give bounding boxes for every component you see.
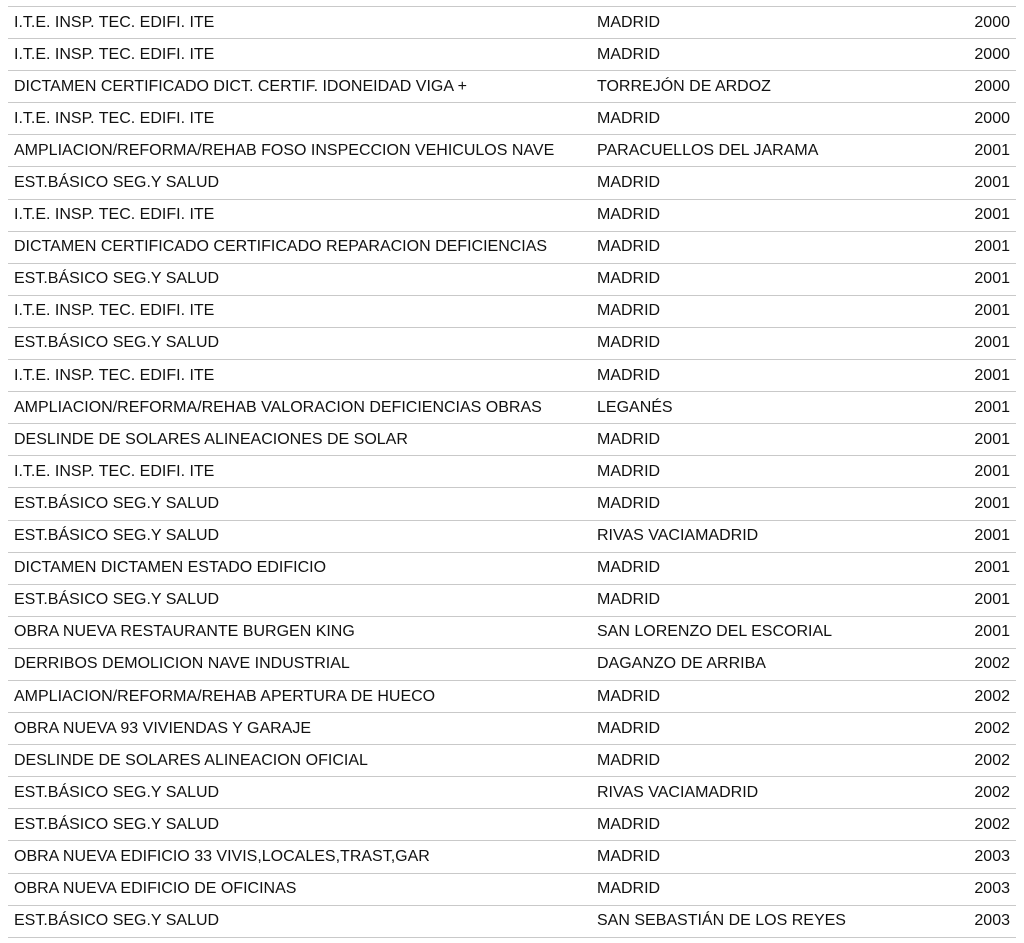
project-description-cell: EST.BÁSICO SEG.Y SALUD <box>8 777 591 809</box>
table-row <box>8 392 1016 424</box>
table-row <box>8 295 1016 327</box>
project-year-cell: 2001 <box>921 552 1016 584</box>
project-description-cell: AMPLIACION/REFORMA/REHAB FOSO INSPECCION VEHICULOS NAVE <box>8 135 591 167</box>
project-year-cell: 2000 <box>921 7 1016 39</box>
project-description-cell: OBRA NUEVA RESTAURANTE BURGEN KING <box>8 616 591 648</box>
project-city-cell: MADRID <box>591 231 921 263</box>
project-city-cell: MADRID <box>591 199 921 231</box>
project-city-cell: MADRID <box>591 103 921 135</box>
project-year-cell: 2002 <box>921 713 1016 745</box>
project-description-cell: I.T.E. INSP. TEC. EDIFI. ITE <box>8 199 591 231</box>
project-year-cell: 2001 <box>921 488 1016 520</box>
table-row <box>8 616 1016 648</box>
projects-table <box>8 6 1016 938</box>
project-city-cell: MADRID <box>591 456 921 488</box>
project-city-cell: MADRID <box>591 552 921 584</box>
table-row <box>8 135 1016 167</box>
project-city-cell: SAN LORENZO DEL ESCORIAL <box>591 616 921 648</box>
project-city-cell: MADRID <box>591 841 921 873</box>
table-row <box>8 424 1016 456</box>
project-description-cell: EST.BÁSICO SEG.Y SALUD <box>8 905 591 937</box>
project-description-cell: I.T.E. INSP. TEC. EDIFI. ITE <box>8 103 591 135</box>
project-year-cell: 2001 <box>921 424 1016 456</box>
table-row <box>8 841 1016 873</box>
project-year-cell: 2001 <box>921 135 1016 167</box>
table-row <box>8 39 1016 71</box>
project-city-cell: MADRID <box>591 745 921 777</box>
project-year-cell: 2003 <box>921 905 1016 937</box>
project-year-cell: 2000 <box>921 71 1016 103</box>
table-row <box>8 167 1016 199</box>
table-row <box>8 263 1016 295</box>
project-city-cell: MADRID <box>591 424 921 456</box>
project-description-cell: OBRA NUEVA EDIFICIO 33 VIVIS,LOCALES,TRAST,GAR <box>8 841 591 873</box>
projects-table-container <box>8 6 1016 938</box>
project-year-cell: 2001 <box>921 231 1016 263</box>
project-description-cell: OBRA NUEVA 93 VIVIENDAS Y GARAJE <box>8 713 591 745</box>
project-year-cell: 2001 <box>921 327 1016 359</box>
project-year-cell: 2001 <box>921 456 1016 488</box>
project-year-cell: 2000 <box>921 103 1016 135</box>
table-row <box>8 103 1016 135</box>
project-year-cell: 2003 <box>921 841 1016 873</box>
table-row <box>8 7 1016 39</box>
project-year-cell: 2002 <box>921 809 1016 841</box>
project-year-cell: 2002 <box>921 777 1016 809</box>
table-row <box>8 488 1016 520</box>
table-row <box>8 777 1016 809</box>
project-city-cell: MADRID <box>591 39 921 71</box>
project-description-cell: DERRIBOS DEMOLICION NAVE INDUSTRIAL <box>8 648 591 680</box>
table-row <box>8 873 1016 905</box>
project-description-cell: I.T.E. INSP. TEC. EDIFI. ITE <box>8 360 591 392</box>
project-city-cell: MADRID <box>591 584 921 616</box>
table-row <box>8 648 1016 680</box>
project-year-cell: 2001 <box>921 520 1016 552</box>
project-city-cell: MADRID <box>591 713 921 745</box>
project-year-cell: 2001 <box>921 167 1016 199</box>
project-description-cell: EST.BÁSICO SEG.Y SALUD <box>8 584 591 616</box>
project-year-cell: 2001 <box>921 392 1016 424</box>
project-year-cell: 2000 <box>921 39 1016 71</box>
project-year-cell: 2001 <box>921 616 1016 648</box>
project-year-cell: 2002 <box>921 745 1016 777</box>
project-description-cell: I.T.E. INSP. TEC. EDIFI. ITE <box>8 456 591 488</box>
project-city-cell: MADRID <box>591 488 921 520</box>
projects-table-body <box>8 7 1016 938</box>
project-description-cell: AMPLIACION/REFORMA/REHAB APERTURA DE HUECO <box>8 680 591 712</box>
project-city-cell: MADRID <box>591 680 921 712</box>
table-row <box>8 520 1016 552</box>
project-city-cell: TORREJÓN DE ARDOZ <box>591 71 921 103</box>
project-description-cell: I.T.E. INSP. TEC. EDIFI. ITE <box>8 295 591 327</box>
project-description-cell: DESLINDE DE SOLARES ALINEACIONES DE SOLAR <box>8 424 591 456</box>
project-year-cell: 2001 <box>921 199 1016 231</box>
table-row <box>8 456 1016 488</box>
project-description-cell: OBRA NUEVA EDIFICIO DE OFICINAS <box>8 873 591 905</box>
table-row <box>8 327 1016 359</box>
project-description-cell: EST.BÁSICO SEG.Y SALUD <box>8 809 591 841</box>
project-year-cell: 2003 <box>921 873 1016 905</box>
table-row <box>8 905 1016 937</box>
project-city-cell: PARACUELLOS DEL JARAMA <box>591 135 921 167</box>
project-description-cell: EST.BÁSICO SEG.Y SALUD <box>8 167 591 199</box>
project-year-cell: 2001 <box>921 584 1016 616</box>
project-city-cell: RIVAS VACIAMADRID <box>591 777 921 809</box>
project-city-cell: MADRID <box>591 873 921 905</box>
table-row <box>8 231 1016 263</box>
project-description-cell: I.T.E. INSP. TEC. EDIFI. ITE <box>8 39 591 71</box>
table-row <box>8 680 1016 712</box>
project-description-cell: EST.BÁSICO SEG.Y SALUD <box>8 488 591 520</box>
project-description-cell: AMPLIACION/REFORMA/REHAB VALORACION DEFICIENCIAS OBRAS <box>8 392 591 424</box>
project-city-cell: DAGANZO DE ARRIBA <box>591 648 921 680</box>
project-city-cell: MADRID <box>591 7 921 39</box>
project-description-cell: DICTAMEN CERTIFICADO CERTIFICADO REPARACION DEFICIENCIAS <box>8 231 591 263</box>
project-year-cell: 2002 <box>921 648 1016 680</box>
project-city-cell: SAN SEBASTIÁN DE LOS REYES <box>591 905 921 937</box>
table-row <box>8 584 1016 616</box>
project-description-cell: EST.BÁSICO SEG.Y SALUD <box>8 520 591 552</box>
project-year-cell: 2002 <box>921 680 1016 712</box>
project-city-cell: LEGANÉS <box>591 392 921 424</box>
project-year-cell: 2001 <box>921 263 1016 295</box>
project-description-cell: I.T.E. INSP. TEC. EDIFI. ITE <box>8 7 591 39</box>
project-city-cell: RIVAS VACIAMADRID <box>591 520 921 552</box>
project-city-cell: MADRID <box>591 809 921 841</box>
project-year-cell: 2001 <box>921 295 1016 327</box>
project-description-cell: DICTAMEN DICTAMEN ESTADO EDIFICIO <box>8 552 591 584</box>
table-row <box>8 71 1016 103</box>
project-city-cell: MADRID <box>591 360 921 392</box>
project-city-cell: MADRID <box>591 263 921 295</box>
table-row <box>8 199 1016 231</box>
project-city-cell: MADRID <box>591 295 921 327</box>
project-description-cell: EST.BÁSICO SEG.Y SALUD <box>8 327 591 359</box>
project-year-cell: 2001 <box>921 360 1016 392</box>
project-description-cell: EST.BÁSICO SEG.Y SALUD <box>8 263 591 295</box>
project-description-cell: DESLINDE DE SOLARES ALINEACION OFICIAL <box>8 745 591 777</box>
table-row <box>8 713 1016 745</box>
table-row <box>8 809 1016 841</box>
project-description-cell: DICTAMEN CERTIFICADO DICT. CERTIF. IDONEIDAD VIGA + <box>8 71 591 103</box>
project-city-cell: MADRID <box>591 167 921 199</box>
project-city-cell: MADRID <box>591 327 921 359</box>
table-row <box>8 745 1016 777</box>
table-row <box>8 552 1016 584</box>
table-row <box>8 360 1016 392</box>
